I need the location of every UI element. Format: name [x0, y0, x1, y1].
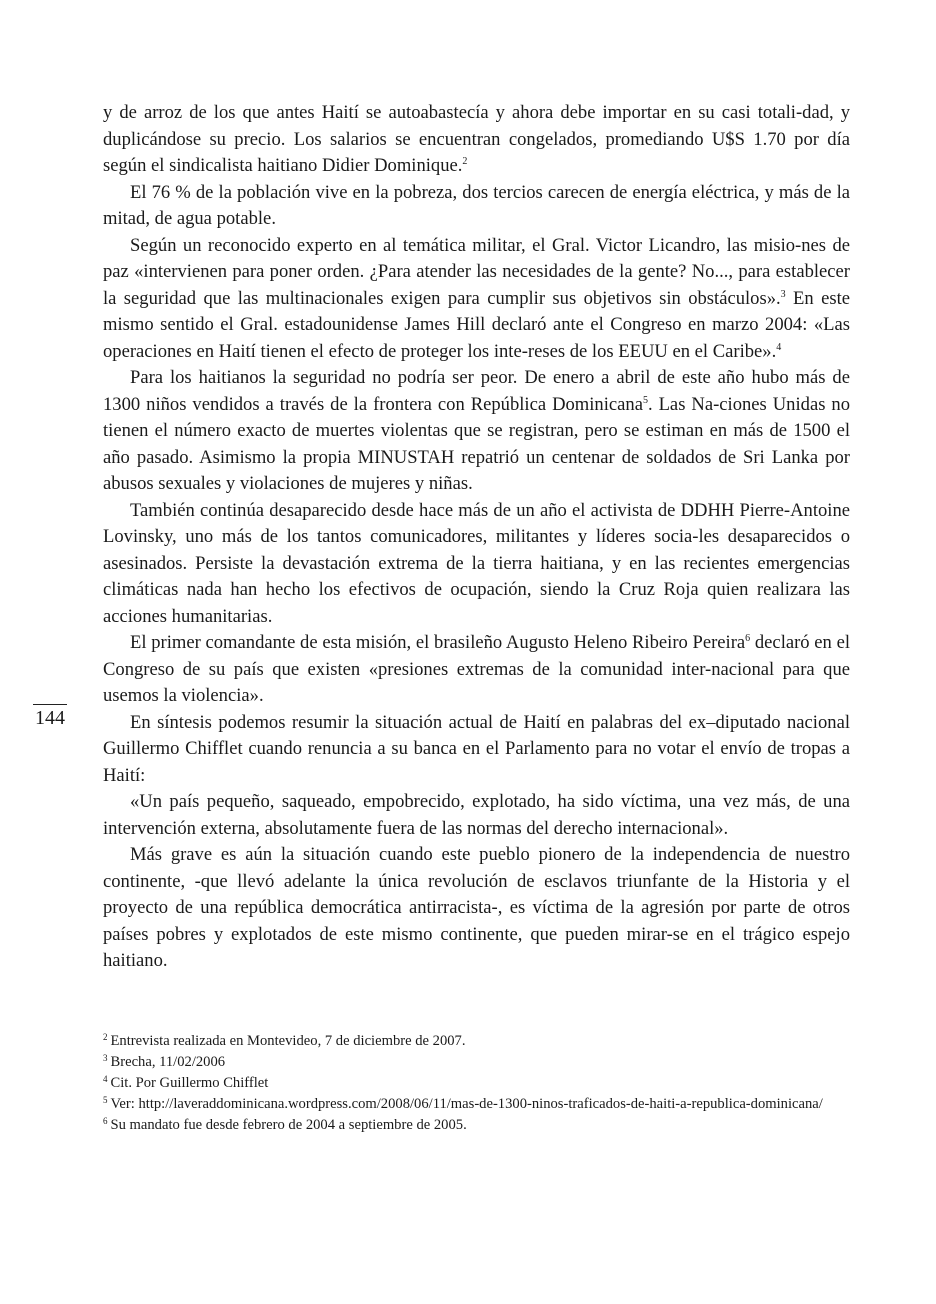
paragraph	[103, 498, 850, 631]
page-number-rule	[33, 704, 67, 705]
paragraph	[103, 100, 850, 180]
paragraph-text: Según un reconocido experto en al temática militar, el Gral. Victor Licandro, las misio-nes de paz «intervienen para poner orden. ¿Para atender las necesidades de la gente? No..., para establecer la seguridad que las multinacionales exigen para cumplir sus objetivos sin obstáculos».	[103, 234, 850, 309]
footnote-number: 6	[103, 1116, 108, 1126]
footnote-text: Su mandato fue desde febrero de 2004 a septiembre de 2005.	[110, 1117, 467, 1133]
paragraph-text: y de arroz de los que antes Haití se autoabastecía y ahora debe importar en su casi totali-dad, y duplicándose su precio. Los salarios se encuentran congelados, promediando U$S 1.70 por día según el sindicalista haitiano Didier Dominique.	[103, 102, 850, 176]
paragraph-text: En síntesis podemos resumir la situación actual de Haití en palabras del ex–diputado nacional Guillermo Chifflet cuando renuncia a su banca en el Parlamento para no votar el envío de tropas a Haití:	[103, 711, 850, 786]
paragraph-text: En este mismo sentido el Gral. estadounidense James Hill declaró ante el Congreso en marzo 2004: «Las operaciones en Haití tienen el efecto de proteger los inte-reses de los EEUU en el Caribe».	[103, 287, 851, 362]
footnote-ref: 2	[462, 156, 468, 167]
footnote-text: Brecha, 11/02/2006	[110, 1054, 226, 1070]
footnote	[103, 1052, 850, 1073]
paragraph	[103, 365, 850, 498]
paragraph	[103, 710, 850, 790]
paragraph-text: También continúa desaparecido desde hace más de un año el activista de DDHH Pierre-Antoine Lovinsky, uno más de los tantos comunicadores, militantes y líderes socia-les desaparecidos o asesinados. Persiste la devastación extrema de la tierra haitiana, y en las recientes emergencias climáticas nada han hecho los efectivos de ocupación, siendo la Cruz Roja quien realizara las acciones humanitarias.	[103, 499, 850, 627]
page-number: 144	[35, 707, 65, 729]
footnote-number: 3	[103, 1053, 108, 1063]
paragraph-text: El 76 % de la población vive en la pobreza, dos tercios carecen de energía eléctrica, y más de la mitad, de agua potable.	[103, 181, 850, 229]
paragraph-text: . Las Na-ciones Unidas no tienen el número exacto de muertes violentas que se registran, pero se estiman en más de 1500 el año pasado. Asimismo la propia MINUSTAH repatrió un centenar de soldados de Sri Lanka por abusos sexuales y violaciones de mujeres y niñas.	[103, 393, 850, 494]
footnote	[103, 1073, 850, 1094]
body-text	[103, 100, 850, 975]
paragraph-text: declaró en el Congreso de su país que existen «presiones extremas de la comunidad inter-nacional para que usemos la violencia».	[103, 632, 850, 706]
paragraph	[103, 789, 850, 842]
paragraph	[103, 630, 850, 710]
footnote	[103, 1031, 850, 1052]
footnote-number: 5	[103, 1095, 108, 1105]
paragraph	[103, 180, 850, 233]
footnote-ref: 5	[642, 394, 648, 406]
paragraph-text: El primer comandante de esta misión, el brasileño Augusto Heleno Ribeiro Pereira	[130, 632, 746, 653]
footnote-text: Entrevista realizada en Montevideo, 7 de diciembre de 2007.	[110, 1033, 466, 1049]
footnote-text: Cit. Por Guillermo Chifflet	[110, 1075, 269, 1091]
paragraph	[103, 842, 850, 975]
footnote-ref: 6	[745, 633, 751, 644]
footnote-number: 4	[103, 1074, 108, 1084]
footnotes	[103, 1031, 850, 1136]
paragraph-text: Para los haitianos la seguridad no podría ser peor. De enero a abril de este año hubo más de 1300 niños vendidos a través de la frontera con República Dominicana	[103, 367, 850, 415]
footnote	[103, 1115, 850, 1136]
paragraph-text: «Un país pequeño, saqueado, empobrecido, explotado, ha sido víctima, una vez más, de una intervención externa, absolutamente fuera de las normas del derecho internacional».	[103, 791, 850, 839]
footnote-ref: 3	[780, 288, 786, 300]
footnote-ref: 4	[776, 341, 782, 353]
footnote-text: Ver: http://laveraddominicana.wordpress.com/2008/06/11/mas-de-1300-ninos-traficados-de-haiti-a-republica-dominicana/	[110, 1096, 823, 1112]
footnote-number: 2	[103, 1032, 108, 1042]
paragraph-text: Más grave es aún la situación cuando este pueblo pionero de la independencia de nuestro continente, -que llevó adelante la única revolución de esclavos triunfante de la Historia y el proyecto de una república democrática antirracista-, es víctima de la agresión por parte de otros países pobres y explotados de este mismo continente, que pueden mirar-se en el trágico espejo haitiano.	[103, 844, 850, 971]
footnote	[103, 1094, 850, 1115]
paragraph	[103, 233, 850, 366]
